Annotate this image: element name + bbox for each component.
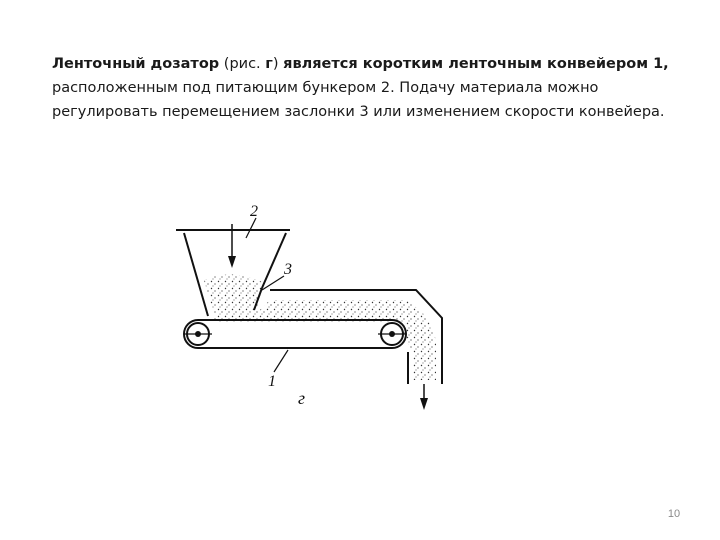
page-number: 10 bbox=[667, 508, 681, 520]
figure-ref-close: ) bbox=[272, 56, 284, 72]
label-conveyor: 1 bbox=[268, 373, 276, 390]
leader-conveyor bbox=[274, 350, 288, 372]
label-bunker: 2 bbox=[250, 203, 258, 220]
definition-text: является коротким ленточным конвейером 1, bbox=[283, 56, 669, 72]
label-gate: 3 bbox=[284, 261, 292, 278]
drive-pulley-left bbox=[184, 323, 212, 345]
label-figure-letter: г bbox=[298, 388, 306, 408]
figure-ref-open: (рис. bbox=[219, 56, 266, 72]
text-line-2: расположенным под питающим бункером 2. Подачу материала можно bbox=[52, 80, 599, 96]
discharge-arrow bbox=[420, 384, 428, 410]
figure-ref-letter: г bbox=[265, 56, 273, 72]
hopper-material bbox=[204, 274, 262, 314]
leader-bunker bbox=[246, 218, 256, 238]
belt-conveyor bbox=[184, 320, 406, 348]
text-line-3: регулировать перемещением заслонки 3 или изменением скорости конвейера. bbox=[52, 104, 665, 120]
term-text: Ленточный дозатор bbox=[52, 56, 220, 72]
